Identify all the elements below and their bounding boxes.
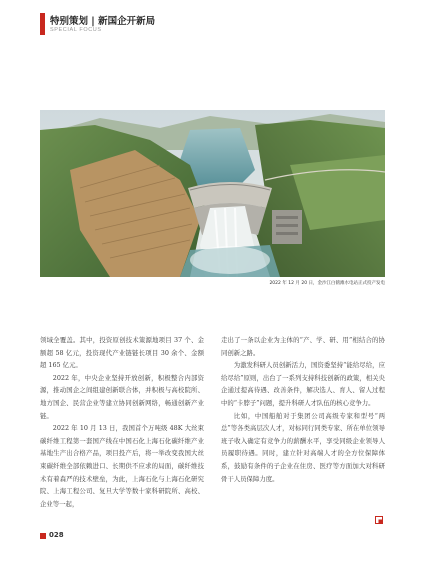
section-header: [40, 12, 340, 40]
paragraph: 2022 年 10 月 13 日，我国首个万吨级 48K 大丝束碳纤维工程第一套国产线在中国石化上海石化碳纤维产业基地生产出合格产品，项目投产后，将一举改变我国大丝束碳纤维全部依赖进口、长期供不应求的局面，碳纤维技术有着森严的技术壁垒，为此，上海石化与上海石化研究院、上海工程公司、复旦大学等数十家科研院所、高校、企业等一起，: [40, 424, 204, 508]
photo-caption: 2022 年 12 月 20 日，金沙江白鹤滩水电站正式投产发电: [269, 281, 385, 286]
page-number-marker: [40, 533, 46, 539]
paragraph: 领域全覆盖。其中，投资原创技术策源地项目 37 个、金额超 58 亿元，投资现代产业链链长项目 30 余个、金额超 165 亿元。: [40, 336, 204, 370]
section-subtitle: SPECIAL FOCUS: [50, 27, 102, 33]
body-column-left: [40, 334, 204, 510]
end-of-article-icon: [375, 509, 383, 517]
paragraph: 走出了一条以企业为主体的“产、学、研、用”相结合的协同创新之路。: [221, 336, 385, 357]
dam-photo: [40, 110, 385, 277]
section-title: 特别策划 | 新国企开新局: [50, 16, 156, 27]
body-column-right: [221, 334, 385, 485]
header-accent-bar: [40, 13, 45, 35]
page-number: 028: [49, 531, 64, 539]
paragraph: 比如，中国船舶对于集团公司高级专家和型号“两总”等各类高层次人才，对标同行同类专家、所在单位领导班子收入确定有竞争力的薪酬水平，享受同级企业领导人员履职待遇。同时，建立针对高端人才的全方位保障体系，鼓励有条件的子企业在住房、医疗等方面加大对科研骨干人员保障力度。: [221, 411, 385, 483]
paragraph: 2022 年，中央企业坚持开放创新，积极整合内部资源，推动国企之间组建创新联合体，并积极与高校院所、地方国企、民营企业等建立协同创新网络，畅通创新产业链。: [40, 373, 204, 420]
paragraph: 为激发科研人员创新活力，国资委坚持“能给尽给，应给尽给”原则，出台了一系列支持科技创新的政策，相关央企通过提高待遇、改善条件，解决选人、育人、留人过程中的“卡脖子”问题，提升科研人才队伍的核心竞争力。: [221, 361, 385, 407]
